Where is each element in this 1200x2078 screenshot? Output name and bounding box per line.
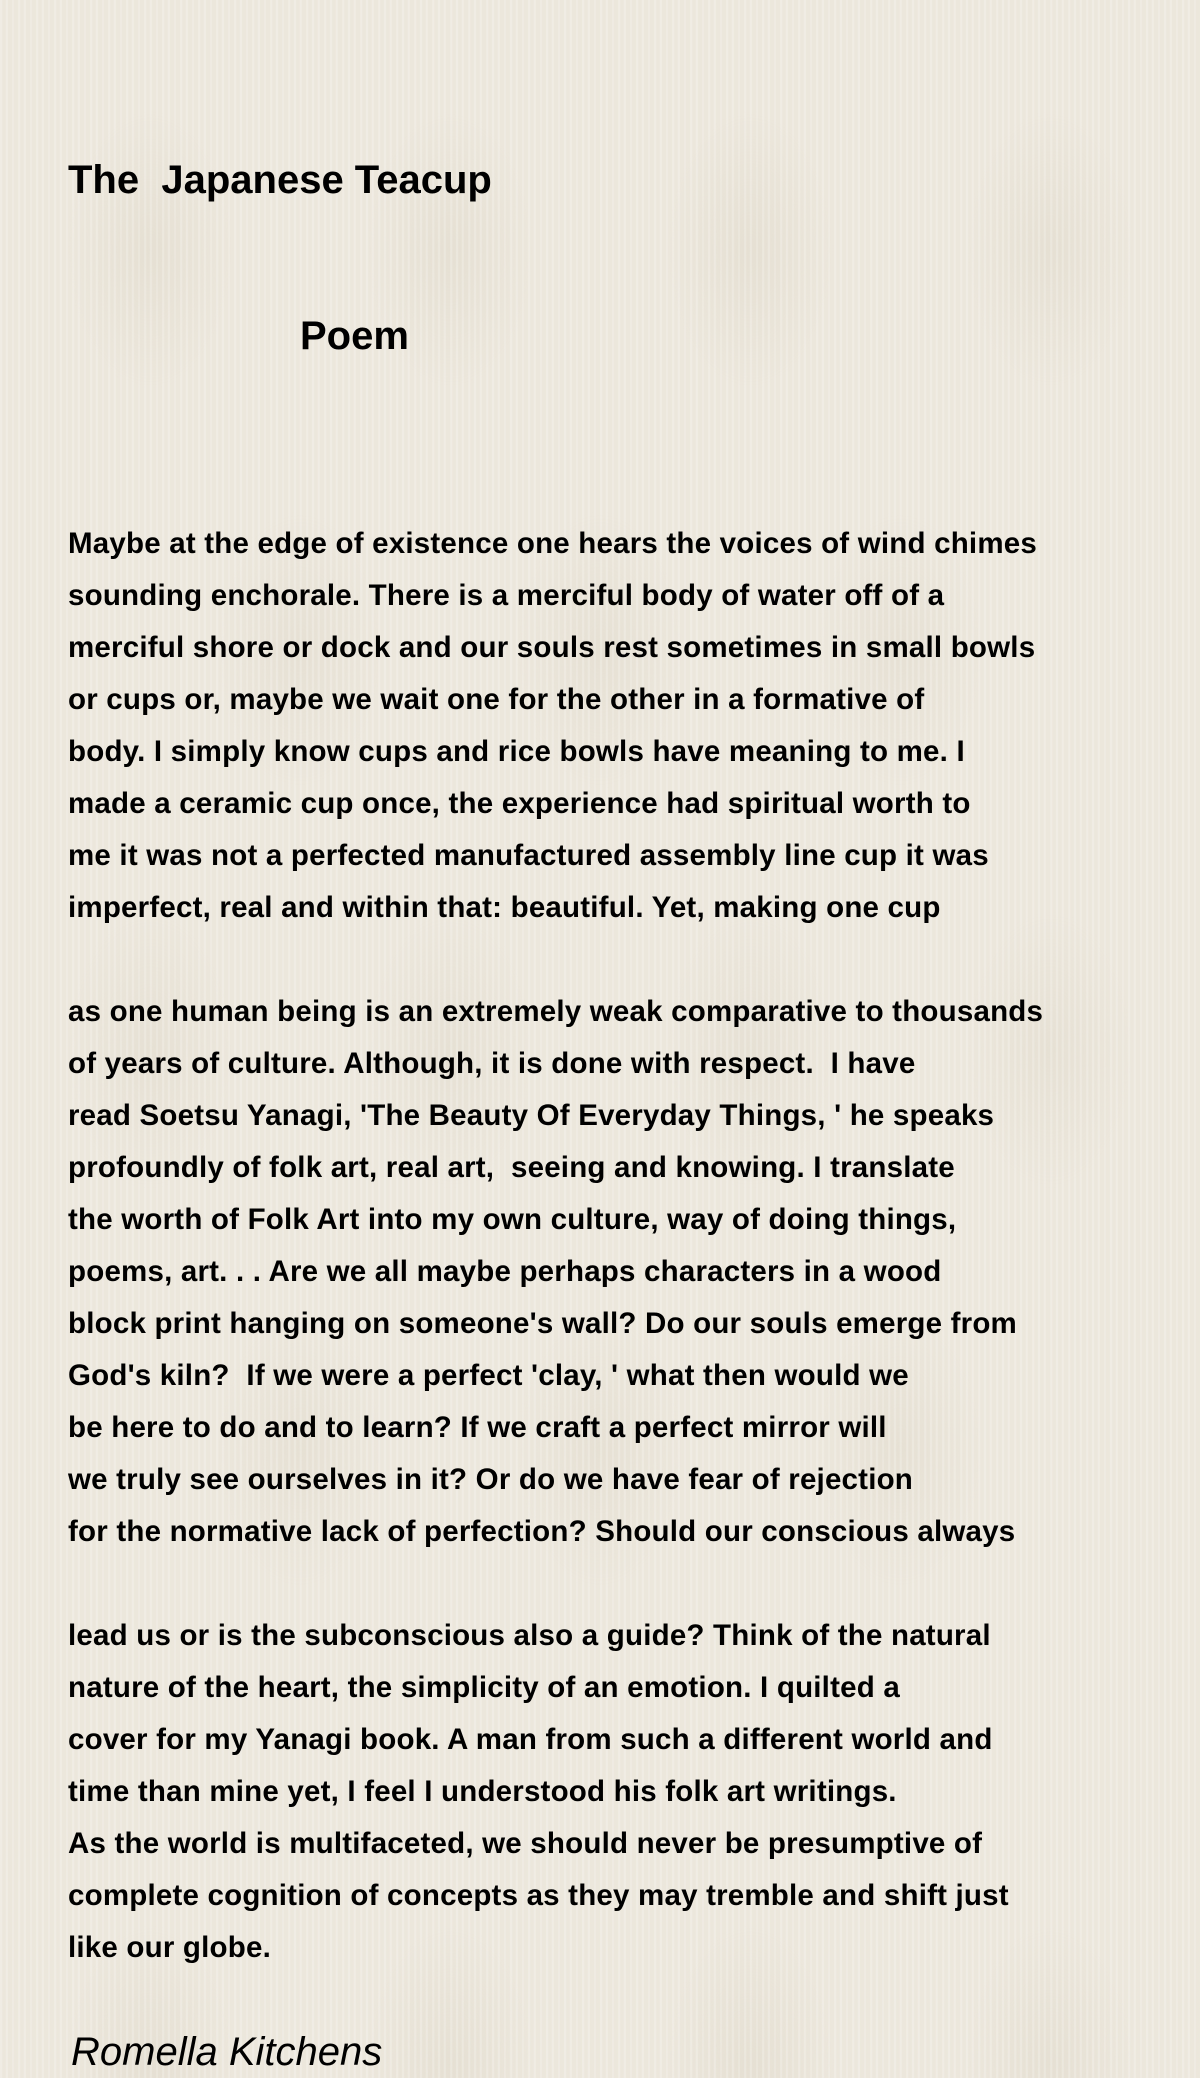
poem-line: time than mine yet, I feel I understood his folk art writings. — [68, 1775, 897, 1808]
poem-body — [68, 518, 1200, 1974]
poem-line: lead us or is the subconscious also a guide? Think of the natural — [68, 1619, 991, 1652]
poem-line: poems, art. . . Are we all maybe perhaps characters in a wood — [68, 1255, 942, 1288]
poem-line: made a ceramic cup once, the experience had spiritual worth to — [68, 787, 971, 820]
poem-title — [68, 50, 1200, 466]
poem-line: God's kiln? If we were a perfect 'clay, ' what then would we — [68, 1359, 909, 1392]
stanza-2 — [68, 986, 1200, 1558]
poem-line: nature of the heart, the simplicity of an emotion. I quilted a — [68, 1671, 900, 1704]
poem-line: complete cognition of concepts as they may tremble and shift just — [68, 1879, 1009, 1912]
poem-line: like our globe. — [68, 1931, 271, 1964]
poem-line: for the normative lack of perfection? Should our conscious always — [68, 1515, 1016, 1548]
poem-line: Maybe at the edge of existence one hears the voices of wind chimes — [68, 527, 1037, 560]
poem-line: sounding enchorale. There is a merciful body of water off of a — [68, 579, 945, 612]
poem-author: Romella Kitchens — [71, 2030, 383, 2074]
poem-title-line-1: The Japanese Teacup — [68, 158, 492, 202]
poem-line: of years of culture. Although, it is done with respect. I have — [68, 1047, 916, 1080]
poem-line: merciful shore or dock and our souls rest sometimes in small bowls — [68, 631, 1036, 664]
poem-line: me it was not a perfected manufactured assembly line cup it was — [68, 839, 989, 872]
stanza-3 — [68, 1610, 1200, 1974]
stanza-1 — [68, 518, 1200, 934]
poem-line: body. I simply know cups and rice bowls have meaning to me. I — [68, 735, 965, 768]
poem-line: cover for my Yanagi book. A man from such a different world and — [68, 1723, 993, 1756]
poem-line: read Soetsu Yanagi, 'The Beauty Of Everyday Things, ' he speaks — [68, 1099, 995, 1132]
poem-line: we truly see ourselves in it? Or do we have fear of rejection — [68, 1463, 914, 1496]
poem-line: imperfect, real and within that: beautiful. Yet, making one cup — [68, 891, 941, 924]
poem-line: as one human being is an extremely weak comparative to thousands — [68, 995, 1044, 1028]
poem-line: block print hanging on someone's wall? Do our souls emerge from — [68, 1307, 1017, 1340]
poem-line: be here to do and to learn? If we craft a perfect mirror will — [68, 1411, 887, 1444]
poem-line: the worth of Folk Art into my own culture, way of doing things, — [68, 1203, 957, 1236]
poem-line: As the world is multifaceted, we should never be presumptive of — [68, 1827, 983, 1860]
poem-line: profoundly of folk art, real art, seeing and knowing. I translate — [68, 1151, 955, 1184]
poem-title-line-2: Poem — [300, 314, 409, 358]
poem-line: or cups or, maybe we wait one for the other in a formative of — [68, 683, 925, 716]
